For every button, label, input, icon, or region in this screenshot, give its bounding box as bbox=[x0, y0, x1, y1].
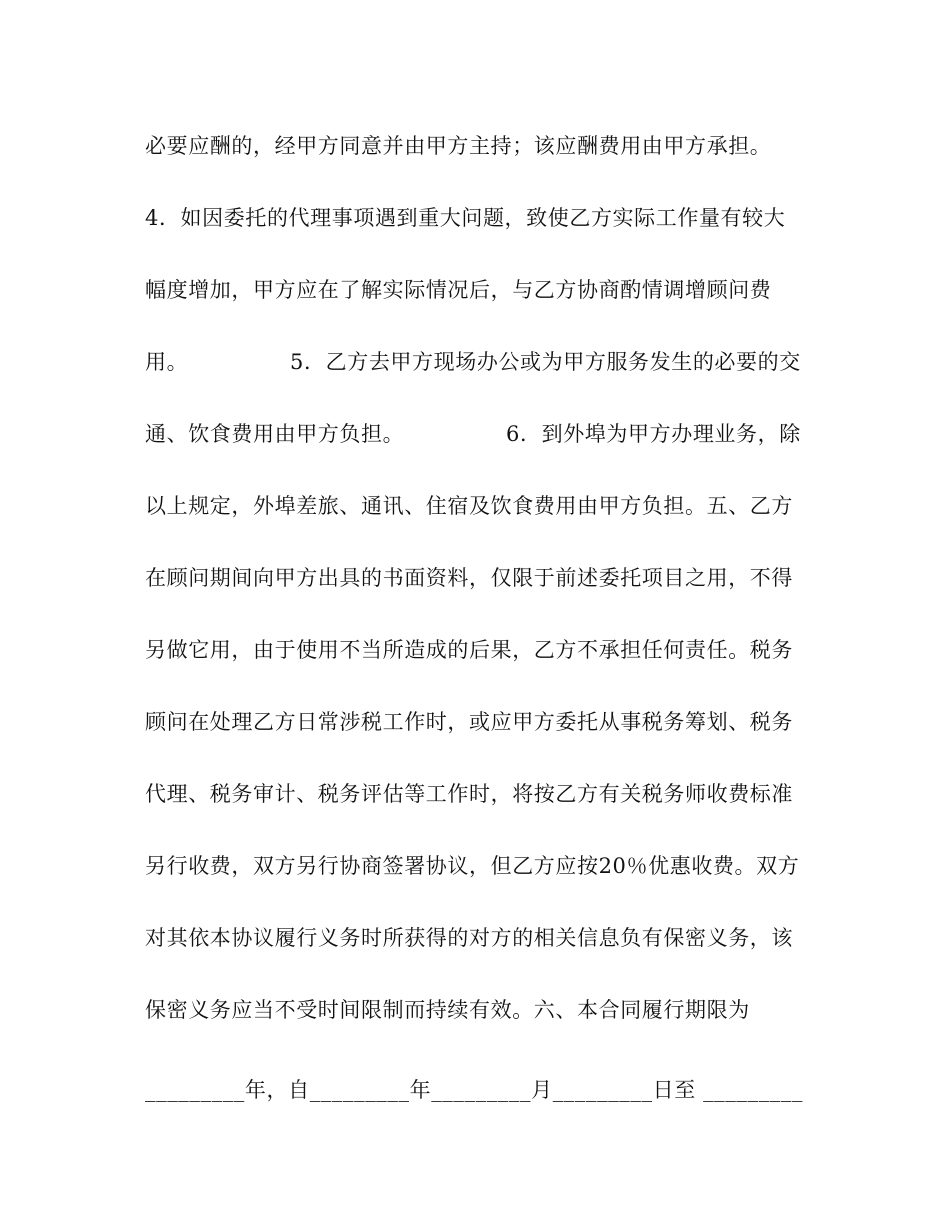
text-line: 4．如因委托的代理事项遇到重大问题，致使乙方实际工作量有较大 bbox=[145, 206, 786, 230]
text-line: 通、饮食费用由甲方负担。 6．到外埠为甲方办理业务，除 bbox=[145, 422, 801, 446]
text-line: _________年，自_________年_________月_________日至 _________ bbox=[145, 1078, 803, 1102]
text-line: 幅度增加，甲方应在了解实际情况后，与乙方协商酌情调增顾问费 bbox=[145, 278, 772, 302]
text-line: 代理、税务审计、税务评估等工作时，将按乙方有关税务师收费标准 bbox=[145, 782, 793, 806]
text-line: 在顾问期间向甲方出具的书面资料，仅限于前述委托项目之用，不得 bbox=[145, 566, 793, 590]
text-line: 保密义务应当不受时间限制而持续有效。六、本合同履行期限为 bbox=[145, 998, 750, 1022]
text-line: 必要应酬的，经甲方同意并由甲方主持；该应酬费用由甲方承担。 bbox=[145, 134, 772, 158]
text-line: 另做它用，由于使用不当所造成的后果，乙方不承担任何责任。税务 bbox=[145, 638, 793, 662]
text-line: 对其依本协议履行义务时所获得的对方的相关信息负有保密义务，该 bbox=[145, 926, 793, 950]
text-line: 另行收费，双方另行协商签署协议，但乙方应按20％优惠收费。双方 bbox=[145, 854, 800, 878]
text-line: 以上规定，外埠差旅、通讯、住宿及饮食费用由甲方负担。五、乙方 bbox=[145, 494, 793, 518]
text-line: 用。 5．乙方去甲方现场办公或为甲方服务发生的必要的交 bbox=[145, 350, 801, 374]
text-line: 顾问在处理乙方日常涉税工作时，或应甲方委托从事税务筹划、税务 bbox=[145, 710, 793, 734]
